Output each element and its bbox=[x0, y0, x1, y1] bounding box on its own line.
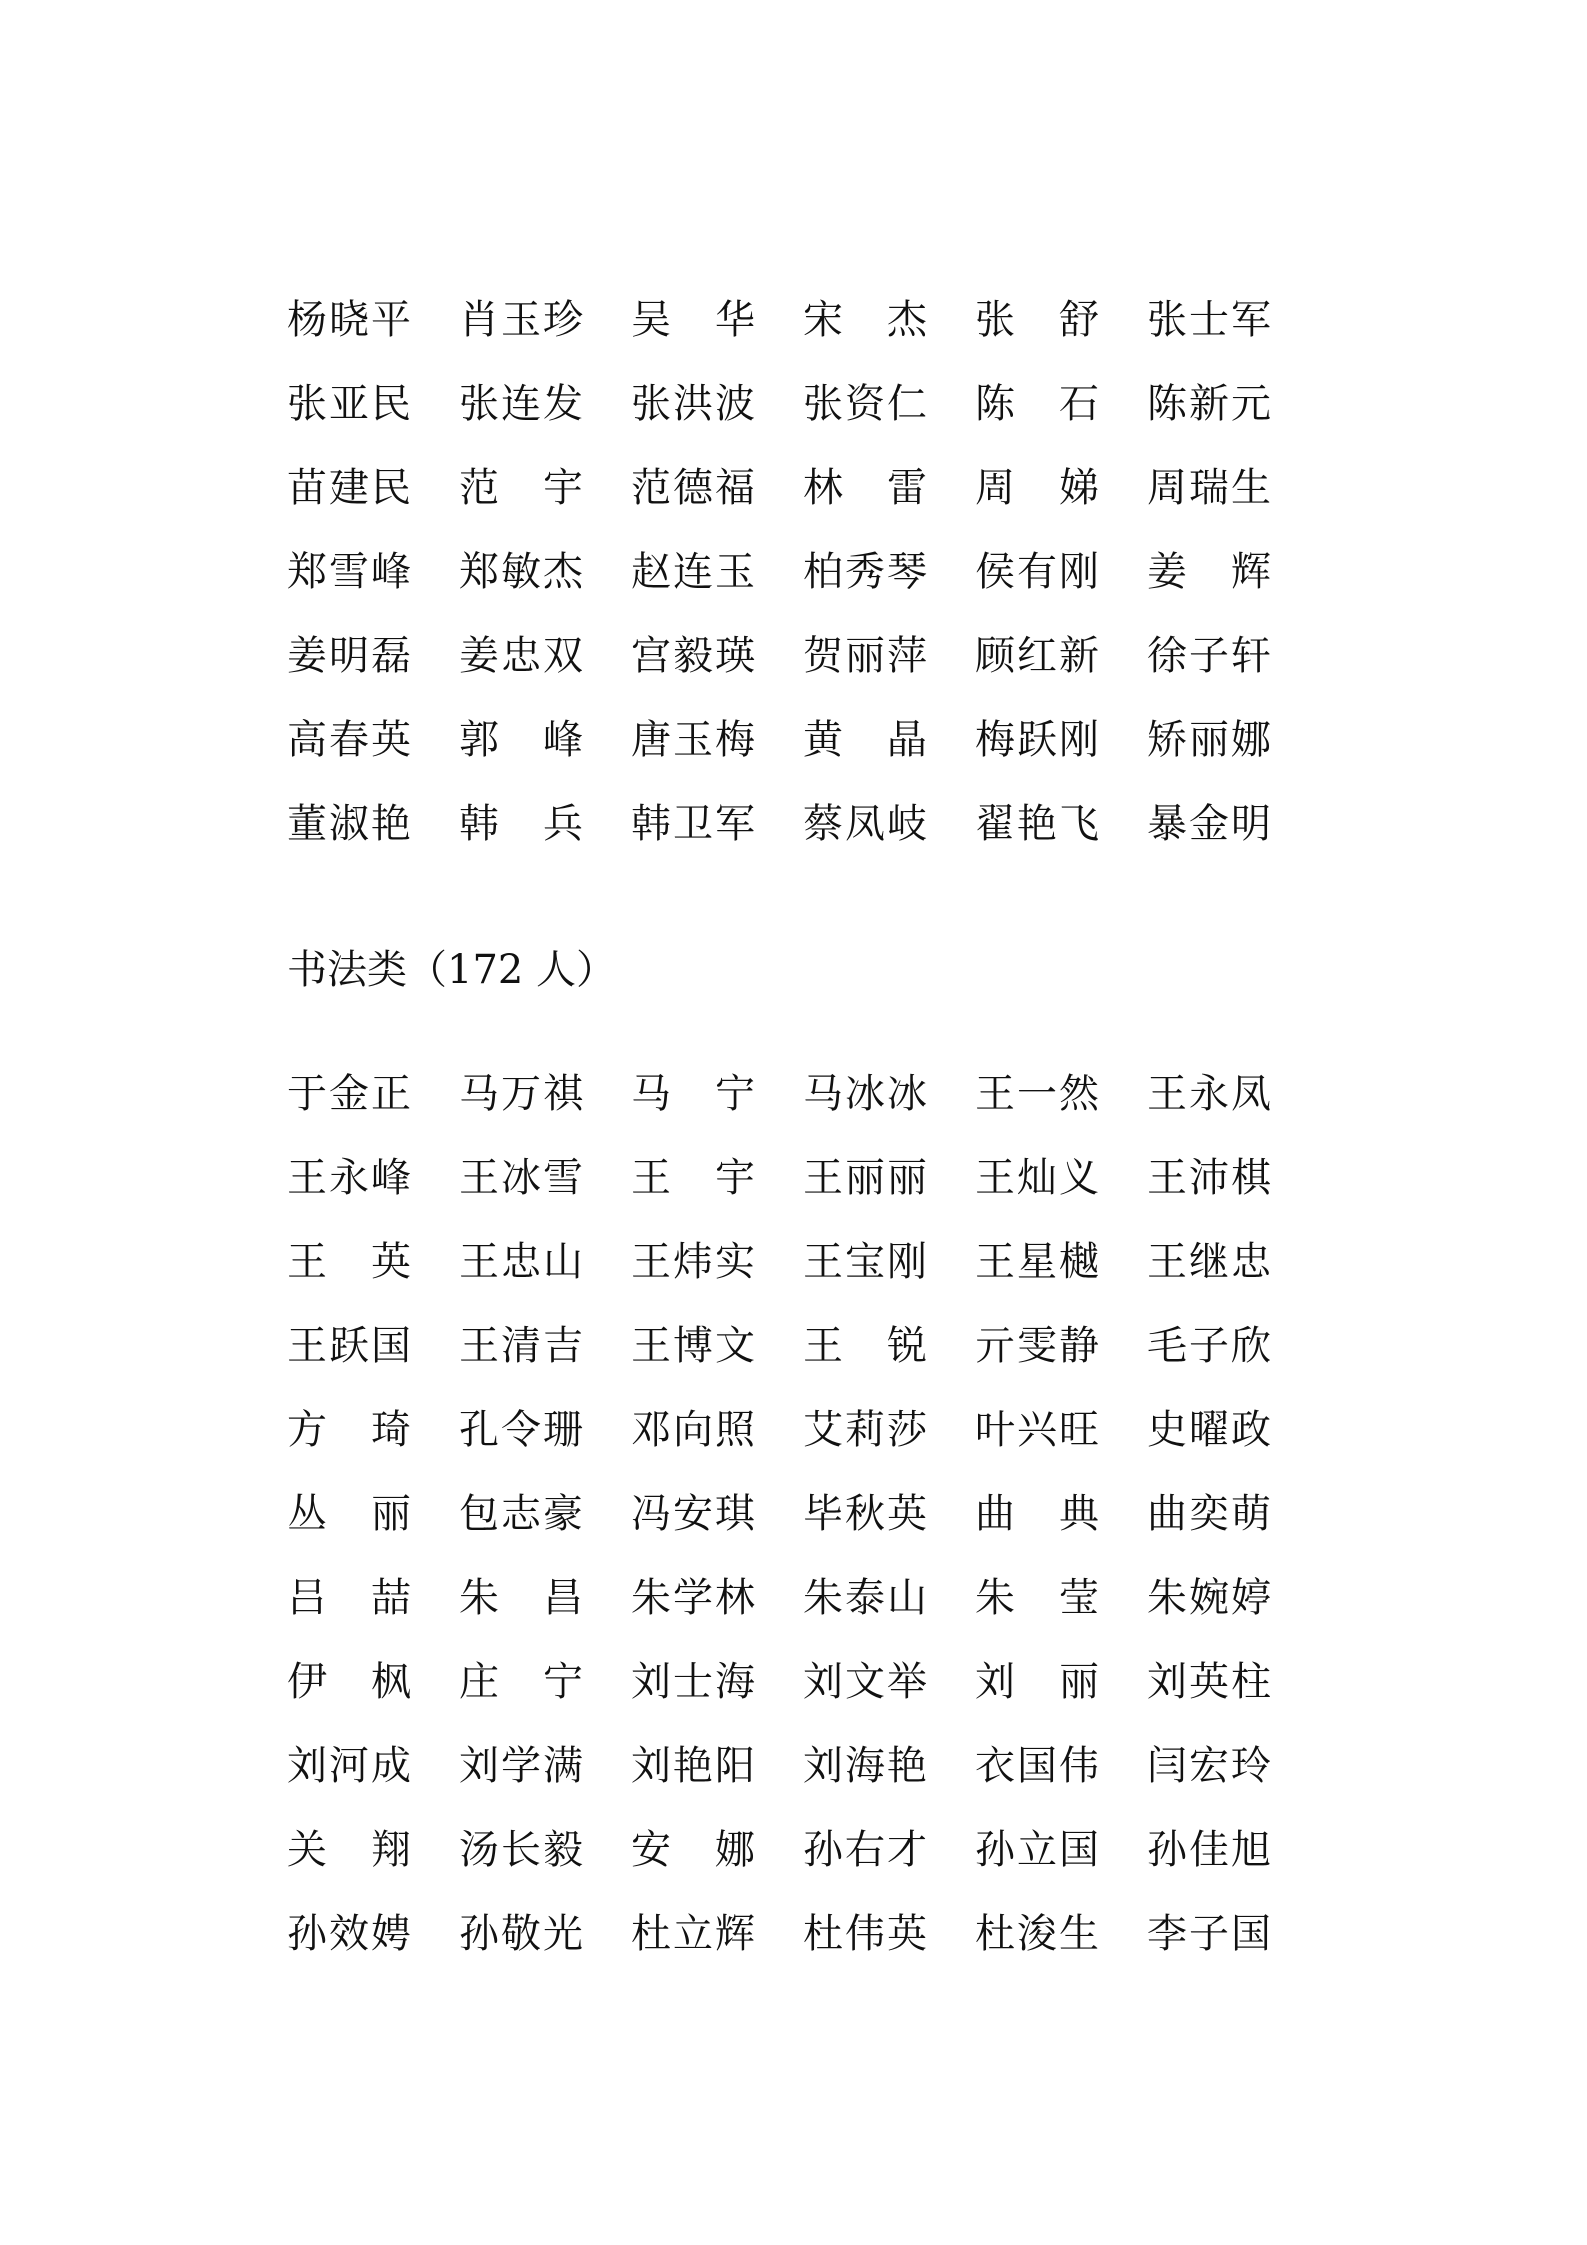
name-row bbox=[287, 1220, 1307, 1304]
person-name: 柏 秀 琴 bbox=[803, 549, 927, 595]
person-name: 郭 峰 bbox=[459, 717, 583, 763]
person-name: 刘 文 举 bbox=[803, 1659, 927, 1705]
person-name: 陈 新 元 bbox=[1147, 381, 1271, 427]
name-row bbox=[287, 1472, 1307, 1556]
person-name: 郑 雪 峰 bbox=[287, 549, 411, 595]
person-name: 唐 玉 梅 bbox=[631, 717, 755, 763]
name-row bbox=[287, 1052, 1307, 1136]
person-name: 孙 立 国 bbox=[975, 1827, 1099, 1873]
person-name: 杜 立 辉 bbox=[631, 1911, 755, 1957]
person-name: 孔 令 珊 bbox=[459, 1407, 583, 1453]
name-row bbox=[287, 278, 1307, 362]
person-name: 徐 子 轩 bbox=[1147, 633, 1271, 679]
person-name: 黄 晶 bbox=[803, 717, 927, 763]
name-list-top bbox=[287, 278, 1307, 866]
name-row bbox=[287, 1808, 1307, 1892]
person-name: 王 冰 雪 bbox=[459, 1155, 583, 1201]
person-name: 王 永 凤 bbox=[1147, 1071, 1271, 1117]
person-name: 包 志 豪 bbox=[459, 1491, 583, 1537]
section-title-calligraphy: 书法类（172 人） bbox=[287, 947, 617, 993]
person-name: 刘 丽 bbox=[975, 1659, 1099, 1705]
person-name: 艾 莉 莎 bbox=[803, 1407, 927, 1453]
person-name: 于 金 正 bbox=[287, 1071, 411, 1117]
person-name: 朱 莹 bbox=[975, 1575, 1099, 1621]
person-name: 韩 兵 bbox=[459, 801, 583, 847]
name-row bbox=[287, 362, 1307, 446]
person-name: 王 继 忠 bbox=[1147, 1239, 1271, 1285]
person-name: 高 春 英 bbox=[287, 717, 411, 763]
person-name: 朱 学 林 bbox=[631, 1575, 755, 1621]
person-name: 朱 婉 婷 bbox=[1147, 1575, 1271, 1621]
name-list-calligraphy bbox=[287, 1052, 1307, 1976]
name-row bbox=[287, 1304, 1307, 1388]
person-name: 王 英 bbox=[287, 1239, 411, 1285]
person-name: 张 洪 波 bbox=[631, 381, 755, 427]
name-row bbox=[287, 1388, 1307, 1472]
name-row bbox=[287, 446, 1307, 530]
name-row bbox=[287, 782, 1307, 866]
person-name: 张 舒 bbox=[975, 297, 1099, 343]
person-name: 毕 秋 英 bbox=[803, 1491, 927, 1537]
person-name: 邓 向 照 bbox=[631, 1407, 755, 1453]
person-name: 王 博 文 bbox=[631, 1323, 755, 1369]
person-name: 庄 宁 bbox=[459, 1659, 583, 1705]
person-name: 吴 华 bbox=[631, 297, 755, 343]
person-name: 曲 典 bbox=[975, 1491, 1099, 1537]
person-name: 关 翔 bbox=[287, 1827, 411, 1873]
person-name: 叶 兴 旺 bbox=[975, 1407, 1099, 1453]
person-name: 刘 海 艳 bbox=[803, 1743, 927, 1789]
name-row bbox=[287, 1724, 1307, 1808]
person-name: 王 炜 实 bbox=[631, 1239, 755, 1285]
person-name: 马 冰 冰 bbox=[803, 1071, 927, 1117]
person-name: 李 子 国 bbox=[1147, 1911, 1271, 1957]
person-name: 汤 长 毅 bbox=[459, 1827, 583, 1873]
person-name: 周 瑞 生 bbox=[1147, 465, 1271, 511]
person-name: 毛 子 欣 bbox=[1147, 1323, 1271, 1369]
person-name: 刘 河 成 bbox=[287, 1743, 411, 1789]
person-name: 王 忠 山 bbox=[459, 1239, 583, 1285]
person-name: 刘 艳 阳 bbox=[631, 1743, 755, 1789]
name-row bbox=[287, 1640, 1307, 1724]
person-name: 闫 宏 玲 bbox=[1147, 1743, 1271, 1789]
name-row bbox=[287, 530, 1307, 614]
person-name: 苗 建 民 bbox=[287, 465, 411, 511]
person-name: 孙 右 才 bbox=[803, 1827, 927, 1873]
person-name: 暴 金 明 bbox=[1147, 801, 1271, 847]
person-name: 姜 忠 双 bbox=[459, 633, 583, 679]
person-name: 刘 学 满 bbox=[459, 1743, 583, 1789]
person-name: 侯 有 刚 bbox=[975, 549, 1099, 595]
person-name: 王 沛 棋 bbox=[1147, 1155, 1271, 1201]
person-name: 陈 石 bbox=[975, 381, 1099, 427]
name-row bbox=[287, 1556, 1307, 1640]
person-name: 范 德 福 bbox=[631, 465, 755, 511]
person-name: 孙 佳 旭 bbox=[1147, 1827, 1271, 1873]
person-name: 王 宝 刚 bbox=[803, 1239, 927, 1285]
person-name: 范 宇 bbox=[459, 465, 583, 511]
person-name: 蔡 凤 岐 bbox=[803, 801, 927, 847]
person-name: 王 锐 bbox=[803, 1323, 927, 1369]
person-name: 方 琦 bbox=[287, 1407, 411, 1453]
person-name: 丛 丽 bbox=[287, 1491, 411, 1537]
person-name: 张 亚 民 bbox=[287, 381, 411, 427]
person-name: 王 一 然 bbox=[975, 1071, 1099, 1117]
person-name: 郑 敏 杰 bbox=[459, 549, 583, 595]
person-name: 曲 奕 萌 bbox=[1147, 1491, 1271, 1537]
person-name: 刘 士 海 bbox=[631, 1659, 755, 1705]
person-name: 林 雷 bbox=[803, 465, 927, 511]
person-name: 马 宁 bbox=[631, 1071, 755, 1117]
name-row bbox=[287, 1892, 1307, 1976]
person-name: 吕 喆 bbox=[287, 1575, 411, 1621]
person-name: 韩 卫 军 bbox=[631, 801, 755, 847]
person-name: 翟 艳 飞 bbox=[975, 801, 1099, 847]
person-name: 姜 辉 bbox=[1147, 549, 1271, 595]
person-name: 刘 英 柱 bbox=[1147, 1659, 1271, 1705]
person-name: 宋 杰 bbox=[803, 297, 927, 343]
person-name: 马 万 祺 bbox=[459, 1071, 583, 1117]
person-name: 张 资 仁 bbox=[803, 381, 927, 427]
person-name: 姜 明 磊 bbox=[287, 633, 411, 679]
person-name: 宫 毅 瑛 bbox=[631, 633, 755, 679]
person-name: 冯 安 琪 bbox=[631, 1491, 755, 1537]
person-name: 朱 昌 bbox=[459, 1575, 583, 1621]
person-name: 张 连 发 bbox=[459, 381, 583, 427]
person-name: 顾 红 新 bbox=[975, 633, 1099, 679]
person-name: 王 清 吉 bbox=[459, 1323, 583, 1369]
person-name: 贺 丽 萍 bbox=[803, 633, 927, 679]
person-name: 王 宇 bbox=[631, 1155, 755, 1201]
person-name: 孙 敬 光 bbox=[459, 1911, 583, 1957]
person-name: 朱 泰 山 bbox=[803, 1575, 927, 1621]
person-name: 伊 枫 bbox=[287, 1659, 411, 1705]
person-name: 杜 浚 生 bbox=[975, 1911, 1099, 1957]
person-name: 王 跃 国 bbox=[287, 1323, 411, 1369]
person-name: 杜 伟 英 bbox=[803, 1911, 927, 1957]
name-row bbox=[287, 698, 1307, 782]
person-name: 王 丽 丽 bbox=[803, 1155, 927, 1201]
person-name: 衣 国 伟 bbox=[975, 1743, 1099, 1789]
person-name: 肖 玉 珍 bbox=[459, 297, 583, 343]
name-row bbox=[287, 1136, 1307, 1220]
person-name: 梅 跃 刚 bbox=[975, 717, 1099, 763]
person-name: 王 灿 义 bbox=[975, 1155, 1099, 1201]
person-name: 董 淑 艳 bbox=[287, 801, 411, 847]
person-name: 孙 效 娉 bbox=[287, 1911, 411, 1957]
person-name: 王 星 樾 bbox=[975, 1239, 1099, 1285]
name-row bbox=[287, 614, 1307, 698]
person-name: 周 娣 bbox=[975, 465, 1099, 511]
person-name: 安 娜 bbox=[631, 1827, 755, 1873]
person-name: 史 曜 政 bbox=[1147, 1407, 1271, 1453]
person-name: 赵 连 玉 bbox=[631, 549, 755, 595]
person-name: 张 士 军 bbox=[1147, 297, 1271, 343]
person-name: 王 永 峰 bbox=[287, 1155, 411, 1201]
person-name: 亓 雯 静 bbox=[975, 1323, 1099, 1369]
person-name: 杨 晓 平 bbox=[287, 297, 411, 343]
person-name: 矫 丽 娜 bbox=[1147, 717, 1271, 763]
